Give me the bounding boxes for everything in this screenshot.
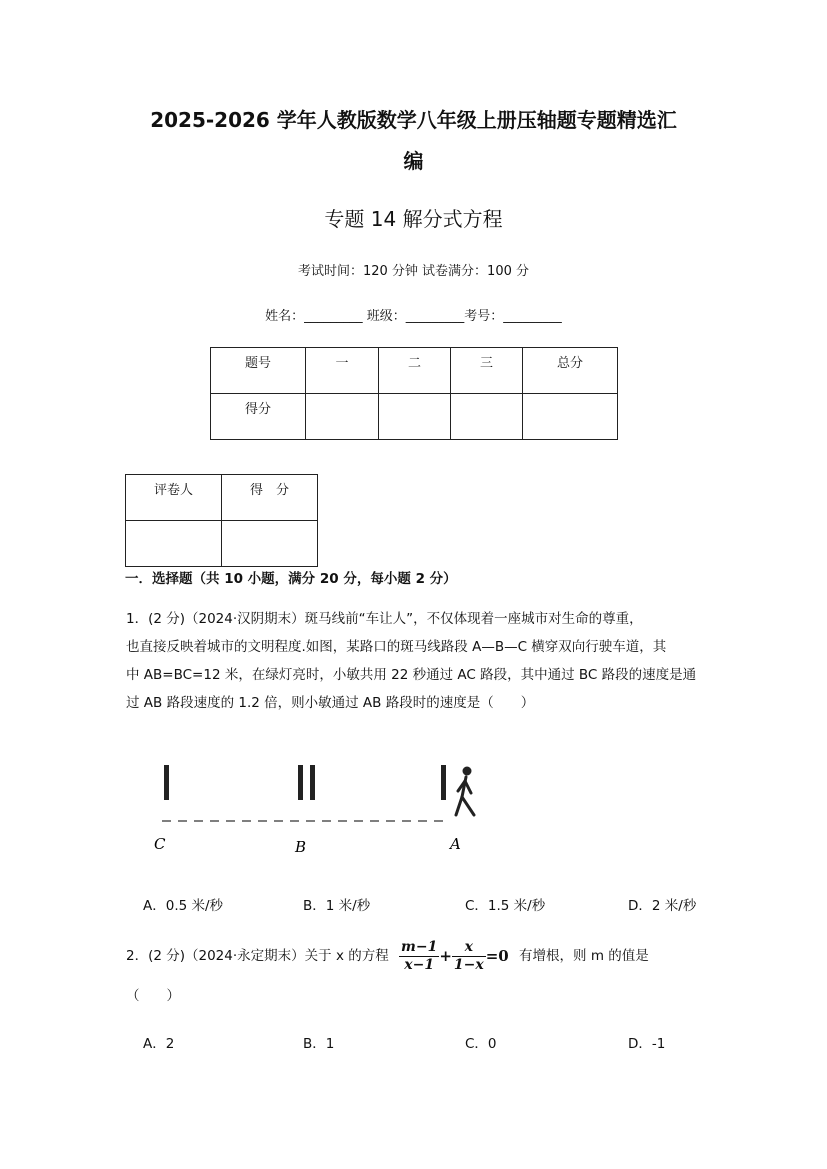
q2-option-c[interactable]: C．0 xyxy=(465,1036,497,1052)
point-label-c: C xyxy=(154,835,166,853)
lane-line xyxy=(441,765,446,800)
lane-line xyxy=(298,765,303,800)
q2-option-b[interactable]: B．1 xyxy=(303,1036,335,1052)
q1-option-c[interactable]: C．1.5 米/秒 xyxy=(465,898,546,914)
question-prefix: 2．(2 分)（2024·永定期末）关于 x 的方程 xyxy=(126,948,389,964)
q2-option-a[interactable]: A．2 xyxy=(143,1036,175,1052)
question-line: 过 AB 路段速度的 1.2 倍，则小敏通过 AB 路段时的速度是（ ） xyxy=(126,695,535,711)
question-1 xyxy=(126,605,696,717)
q1-option-a[interactable]: A．0.5 米/秒 xyxy=(143,898,224,914)
score-header: 题号 xyxy=(211,348,306,394)
equals-zero: =0 xyxy=(485,947,509,965)
point-label-b: B xyxy=(295,838,307,856)
score-header: 三 xyxy=(451,348,523,394)
question-line: 也直接反映着城市的文明程度.如图，某路口的斑马线路段 A—B—C 横穿双向行驶车道，其 xyxy=(126,639,667,655)
title-line-1: 2025-2026 学年人教版数学八年级上册压轴题专题精选汇 xyxy=(150,108,677,132)
grader-header: 得 分 xyxy=(222,475,318,521)
section-heading: 一．选择题（共 10 小题，满分 20 分，每小题 2 分） xyxy=(125,571,457,587)
grader-header: 评卷人 xyxy=(126,475,222,521)
score-row-label: 得分 xyxy=(211,394,306,440)
lane-line xyxy=(164,765,169,800)
equation xyxy=(399,938,513,973)
score-header: 总分 xyxy=(523,348,618,394)
q1-option-b[interactable]: B．1 米/秒 xyxy=(303,898,371,914)
q2-option-d[interactable]: D．-1 xyxy=(628,1036,666,1052)
exam-info: 考试时间：120 分钟 试卷满分：100 分 xyxy=(297,264,530,279)
crosswalk-figure xyxy=(140,755,500,865)
question-2 xyxy=(126,938,649,974)
answer-paren: （ ） xyxy=(126,988,180,1004)
score-header: 二 xyxy=(379,348,451,394)
denominator: 1−x xyxy=(453,956,484,973)
denominator: x−1 xyxy=(404,956,435,973)
title-line-2: 编 xyxy=(403,149,424,173)
score-table xyxy=(210,347,618,440)
point-label-a: A xyxy=(450,835,461,853)
grader-cell xyxy=(222,521,318,567)
pedestrian-icon xyxy=(456,767,474,816)
q1-option-d[interactable]: D．2 米/秒 xyxy=(628,898,697,914)
score-cell xyxy=(306,394,379,440)
numerator: x xyxy=(452,939,486,957)
question-suffix: 有增根，则 m 的值是 xyxy=(519,948,649,964)
question-line: 中 AB=BC=12 米，在绿灯亮时，小敏共用 22 秒通过 AC 路段，其中通过 BC 路段的速度是通 xyxy=(126,667,697,683)
plus-sign: + xyxy=(439,947,452,965)
lane-line xyxy=(310,765,315,800)
subtitle: 专题 14 解分式方程 xyxy=(324,207,503,231)
grader-cell xyxy=(126,521,222,567)
score-cell xyxy=(379,394,451,440)
student-info: 姓名：_________ 班级：_________考号：_________ xyxy=(265,309,562,324)
numerator: m−1 xyxy=(401,938,438,955)
score-header: 一 xyxy=(306,348,379,394)
score-cell xyxy=(523,394,618,440)
grader-table xyxy=(125,474,318,567)
score-cell xyxy=(451,394,523,440)
question-line: 1．(2 分)（2024·汉阴期末）斑马线前“车让人”，不仅体现着一座城市对生命的尊重， xyxy=(126,611,643,627)
